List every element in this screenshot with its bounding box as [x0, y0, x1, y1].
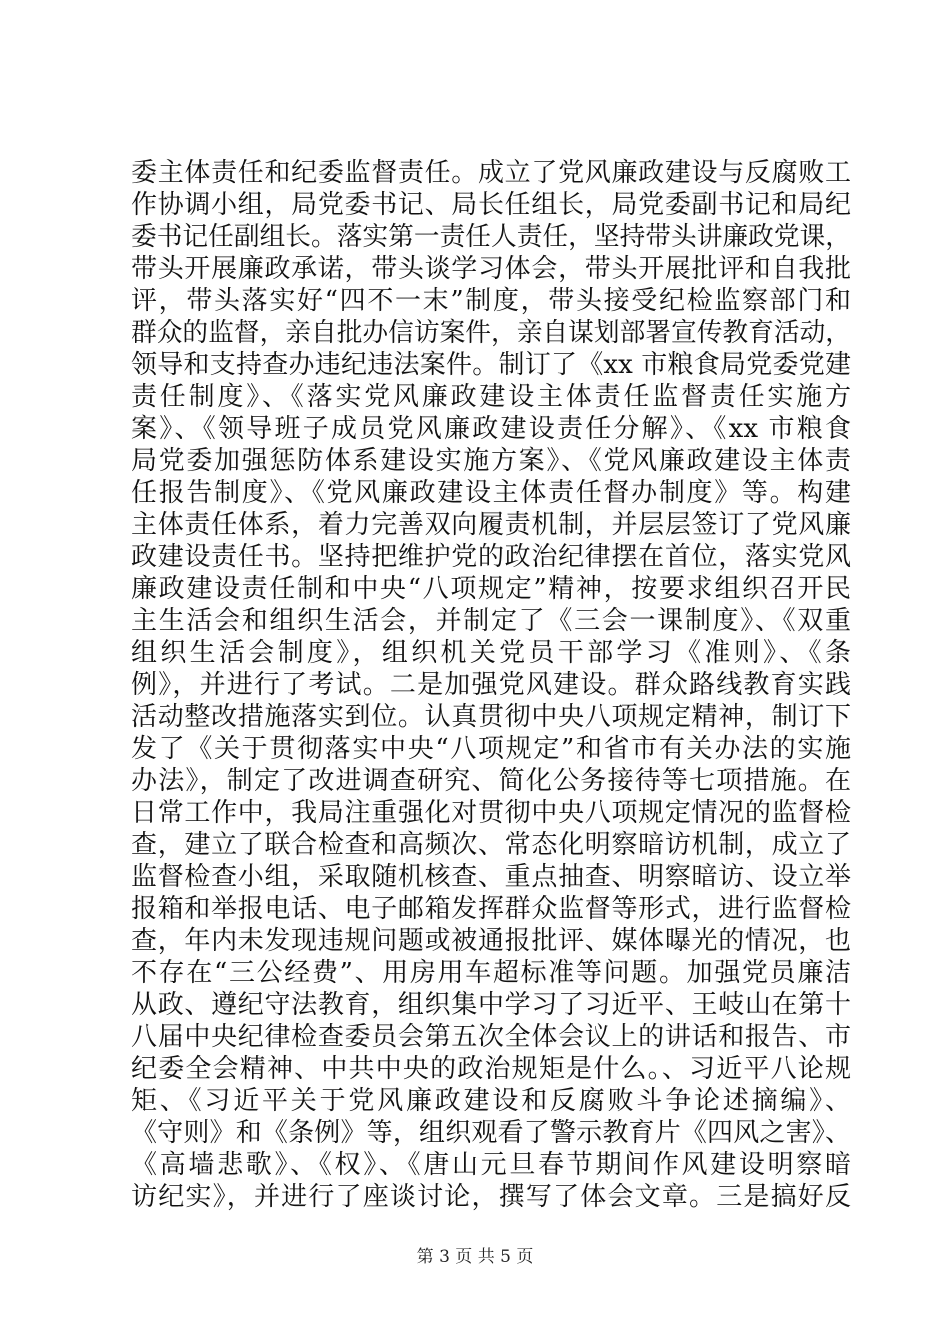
text-line: 领导和支持查办违纪违法案件。制订了《xx 市粮食局党委党建: [131, 350, 851, 380]
text-line: 委主体责任和纪委监督责任。成立了党风廉政建设与反腐败工: [131, 158, 851, 188]
text-line: 查，年内未发现违规问题或被通报批评、媒体曝光的情况，也: [131, 926, 851, 956]
text-line: 组织生活会制度》，组织机关党员干部学习《准则》、《条: [131, 638, 851, 668]
text-line: 政建设责任书。坚持把维护党的政治纪律摆在首位，落实党风: [131, 542, 851, 572]
text-line: 《高墙悲歌》、《权》、《唐山元旦春节期间作风建设明察暗: [131, 1150, 851, 1180]
text-line: 访纪实》，并进行了座谈讨论，撰写了体会文章。三是搞好反: [131, 1182, 851, 1212]
text-line: 八届中央纪律检查委员会第五次全体会议上的讲话和报告、市: [131, 1022, 851, 1052]
body-text: [131, 157, 851, 1213]
text-line: 作协调小组，局党委书记、局长任组长，局党委副书记和局纪: [131, 190, 851, 220]
text-line: 发了《关于贯彻落实中央“八项规定”和省市有关办法的实施: [131, 734, 851, 764]
text-line: 办法》，制定了改进调查研究、简化公务接待等七项措施。在: [131, 766, 851, 796]
text-line: 任报告制度》、《党风廉政建设主体责任督办制度》等。构建: [131, 478, 851, 508]
text-line: 监督检查小组，采取随机核查、重点抽查、明察暗访、设立举: [131, 862, 851, 892]
text-line: 案》、《领导班子成员党风廉政建设责任分解》、《xx 市粮食: [131, 414, 851, 444]
text-line: 不存在“三公经费”、用房用车超标准等问题。加强党员廉洁: [131, 958, 851, 988]
text-line: 活动整改措施落实到位。认真贯彻中央八项规定精神，制订下: [131, 702, 851, 732]
text-line: 《守则》和《条例》等，组织观看了警示教育片《四风之害》、: [131, 1118, 851, 1148]
text-line: 局党委加强惩防体系建设实施方案》、《党风廉政建设主体责: [131, 446, 851, 476]
text-line: 廉政建设责任制和中央“八项规定”精神，按要求组织召开民: [131, 574, 851, 604]
text-line: 报箱和举报电话、电子邮箱发挥群众监督等形式，进行监督检: [131, 894, 851, 924]
text-line: 责任制度》、《落实党风廉政建设主体责任监督责任实施方: [131, 382, 851, 412]
text-line: 主生活会和组织生活会，并制定了《三会一课制度》、《双重: [131, 606, 851, 636]
text-line: 例》，并进行了考试。二是加强党风建设。群众路线教育实践: [131, 670, 851, 700]
text-line: 主体责任体系，着力完善双向履责机制，并层层签订了党风廉: [131, 510, 851, 540]
text-line: 查，建立了联合检查和高频次、常态化明察暗访机制，成立了: [131, 830, 851, 860]
page-footer: 第 3 页 共 5 页: [416, 1247, 534, 1267]
text-line: 带头开展廉政承诺，带头谈学习体会，带头开展批评和自我批: [131, 254, 851, 284]
text-line: 群众的监督，亲自批办信访案件，亲自谋划部署宣传教育活动，: [131, 318, 852, 348]
text-line: 从政、遵纪守法教育，组织集中学习了习近平、王岐山在第十: [131, 990, 851, 1020]
text-line: 委书记任副组长。落实第一责任人责任，坚持带头讲廉政党课，: [131, 222, 852, 252]
text-line: 矩、《习近平关于党风廉政建设和反腐败斗争论述摘编》、: [131, 1086, 851, 1116]
text-line: 日常工作中，我局注重强化对贯彻中央八项规定情况的监督检: [131, 798, 851, 828]
text-line: 纪委全会精神、中共中央的政治规矩是什么。、习近平八论规: [131, 1054, 851, 1084]
text-line: 评，带头落实好“四不一末”制度，带头接受纪检监察部门和: [131, 286, 851, 316]
